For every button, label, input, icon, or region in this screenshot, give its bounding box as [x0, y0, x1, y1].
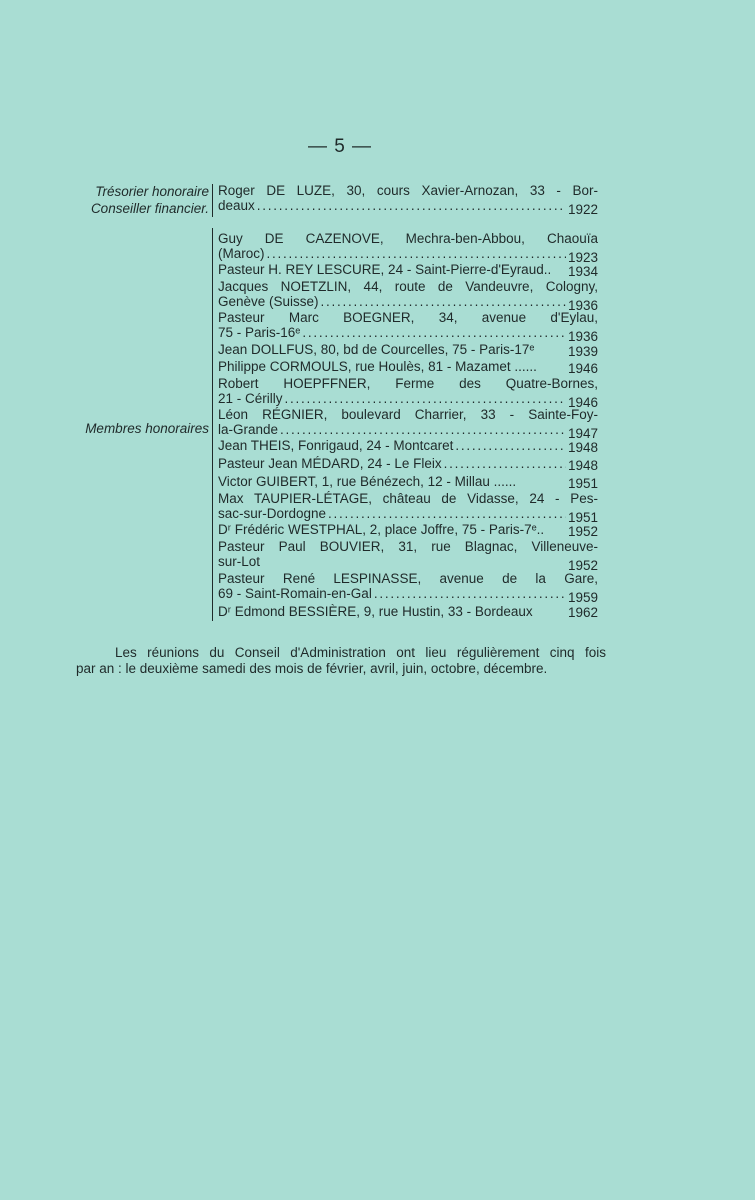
- member-line2: Jean DOLLFUS, 80, bd de Courcelles, 75 - Paris-17ᵉ: [218, 342, 535, 357]
- footer-line2: par an : le deuxième samedi des mois de février, avril, juin, octobre, décembre.: [76, 661, 548, 676]
- member-line2: 69 - Saint-Romain-en-Gal: [218, 586, 372, 601]
- footer-paragraph: [76, 645, 606, 677]
- member-entry: [218, 231, 598, 265]
- dot-leader: [280, 422, 566, 437]
- member-entry: [218, 438, 598, 453]
- member-line1: Robert HOEPFFNER, Ferme des Quatre-Bornes,: [218, 376, 598, 391]
- member-entry: [218, 571, 598, 605]
- member-year: 1936: [567, 298, 598, 313]
- member-line2: Dʳ Frédéric WESTPHAL, 2, place Joffre, 75 - Paris-7ᵉ..: [218, 522, 545, 537]
- member-year: 1936: [567, 329, 598, 344]
- member-line1: Pasteur René LESPINASSE, avenue de la Gare,: [218, 571, 598, 586]
- member-entry: [218, 262, 598, 277]
- tresorier-year: 1922: [567, 202, 598, 217]
- member-line1: Guy DE CAZENOVE, Mechra-ben-Abbou, Chaouïa: [218, 231, 598, 246]
- member-entry: [218, 279, 598, 313]
- member-year: 1947: [567, 426, 598, 441]
- member-line2: Victor GUIBERT, 1, rue Bénézech, 12 - Millau ......: [218, 474, 517, 489]
- dot-leader: [374, 586, 566, 601]
- member-entry: [218, 310, 598, 344]
- tresorier-entry: [218, 183, 598, 217]
- member-line2: sur-Lot: [218, 554, 261, 569]
- footer-line1: Les réunions du Conseil d'Administration ont lieu régulièrement cinq fois: [115, 645, 606, 660]
- tresorier-label-line2: Conseiller financier.: [90, 201, 209, 216]
- dot-leader: [444, 456, 566, 471]
- member-year: 1951: [567, 476, 598, 491]
- dot-leader: [455, 438, 566, 453]
- page-number: — 5 —: [307, 136, 373, 157]
- dot-leader: [328, 506, 566, 521]
- member-line2: Pasteur H. REY LESCURE, 24 - Saint-Pierre-d'Eyraud..: [218, 262, 552, 277]
- member-line1: Jacques NOETZLIN, 44, route de Vandeuvre, Cologny,: [218, 279, 598, 294]
- dot-leader: [285, 391, 566, 406]
- member-line2: Pasteur Jean MÉDARD, 24 - Le Fleix: [218, 456, 442, 471]
- member-line2: (Maroc): [218, 246, 265, 261]
- member-entry: [218, 456, 598, 471]
- member-year: 1948: [567, 458, 598, 473]
- member-year: 1951: [567, 510, 598, 525]
- member-entry: [218, 359, 598, 374]
- dot-leader: [267, 246, 566, 261]
- member-year: 1946: [567, 361, 598, 376]
- member-entry: [218, 604, 598, 619]
- member-year: 1952: [567, 524, 598, 539]
- member-entry: [218, 539, 598, 573]
- tresorier-line1: Roger DE LUZE, 30, cours Xavier-Arnozan, 33 - Bor-: [218, 183, 598, 198]
- member-line2: la-Grande: [218, 422, 279, 437]
- member-line2: Genève (Suisse): [218, 294, 319, 309]
- tresorier-divider: [212, 184, 213, 217]
- member-line2: Dʳ Edmond BESSIÈRE, 9, rue Hustin, 33 - Bordeaux: [218, 604, 533, 619]
- member-line2: Jean THEIS, Fonrigaud, 24 - Montcaret: [218, 438, 454, 453]
- member-year: 1923: [567, 250, 598, 265]
- member-entry: [218, 491, 598, 525]
- tresorier-label-line1: Trésorier honoraire: [95, 184, 209, 199]
- member-year: 1934: [567, 264, 598, 279]
- member-year: 1939: [567, 344, 598, 359]
- dot-leader: [321, 294, 566, 309]
- member-line1: Pasteur Paul BOUVIER, 31, rue Blagnac, Villeneuve-: [218, 539, 598, 554]
- dot-leader: [302, 325, 566, 340]
- member-line2: sac-sur-Dordogne: [218, 506, 327, 521]
- tresorier-line2: deaux: [218, 198, 255, 213]
- member-year: 1962: [567, 605, 598, 620]
- member-line1: Léon RÉGNIER, boulevard Charrier, 33 - Sainte-Foy-: [218, 407, 598, 422]
- member-line2: 21 - Cérilly: [218, 391, 283, 406]
- member-year: 1946: [567, 395, 598, 410]
- membres-label: Membres honoraires: [85, 421, 209, 436]
- member-line2: Philippe CORMOULS, rue Houlès, 81 - Mazamet ......: [218, 359, 537, 374]
- member-entry: [218, 342, 598, 357]
- member-entry: [218, 522, 598, 537]
- member-year: 1952: [567, 558, 598, 573]
- member-entry: [218, 474, 598, 489]
- dot-leader: [257, 198, 566, 213]
- membres-divider: [212, 228, 213, 621]
- member-line1: Pasteur Marc BOEGNER, 34, avenue d'Eylau,: [218, 310, 598, 325]
- member-year: 1948: [567, 440, 598, 455]
- member-line1: Max TAUPIER-LÉTAGE, château de Vidasse, 24 - Pes-: [218, 491, 598, 506]
- tresorier-label: [76, 183, 209, 217]
- member-entry: [218, 407, 598, 441]
- member-entry: [218, 376, 598, 410]
- member-year: 1959: [567, 590, 598, 605]
- member-line2: 75 - Paris-16ᵉ: [218, 325, 301, 340]
